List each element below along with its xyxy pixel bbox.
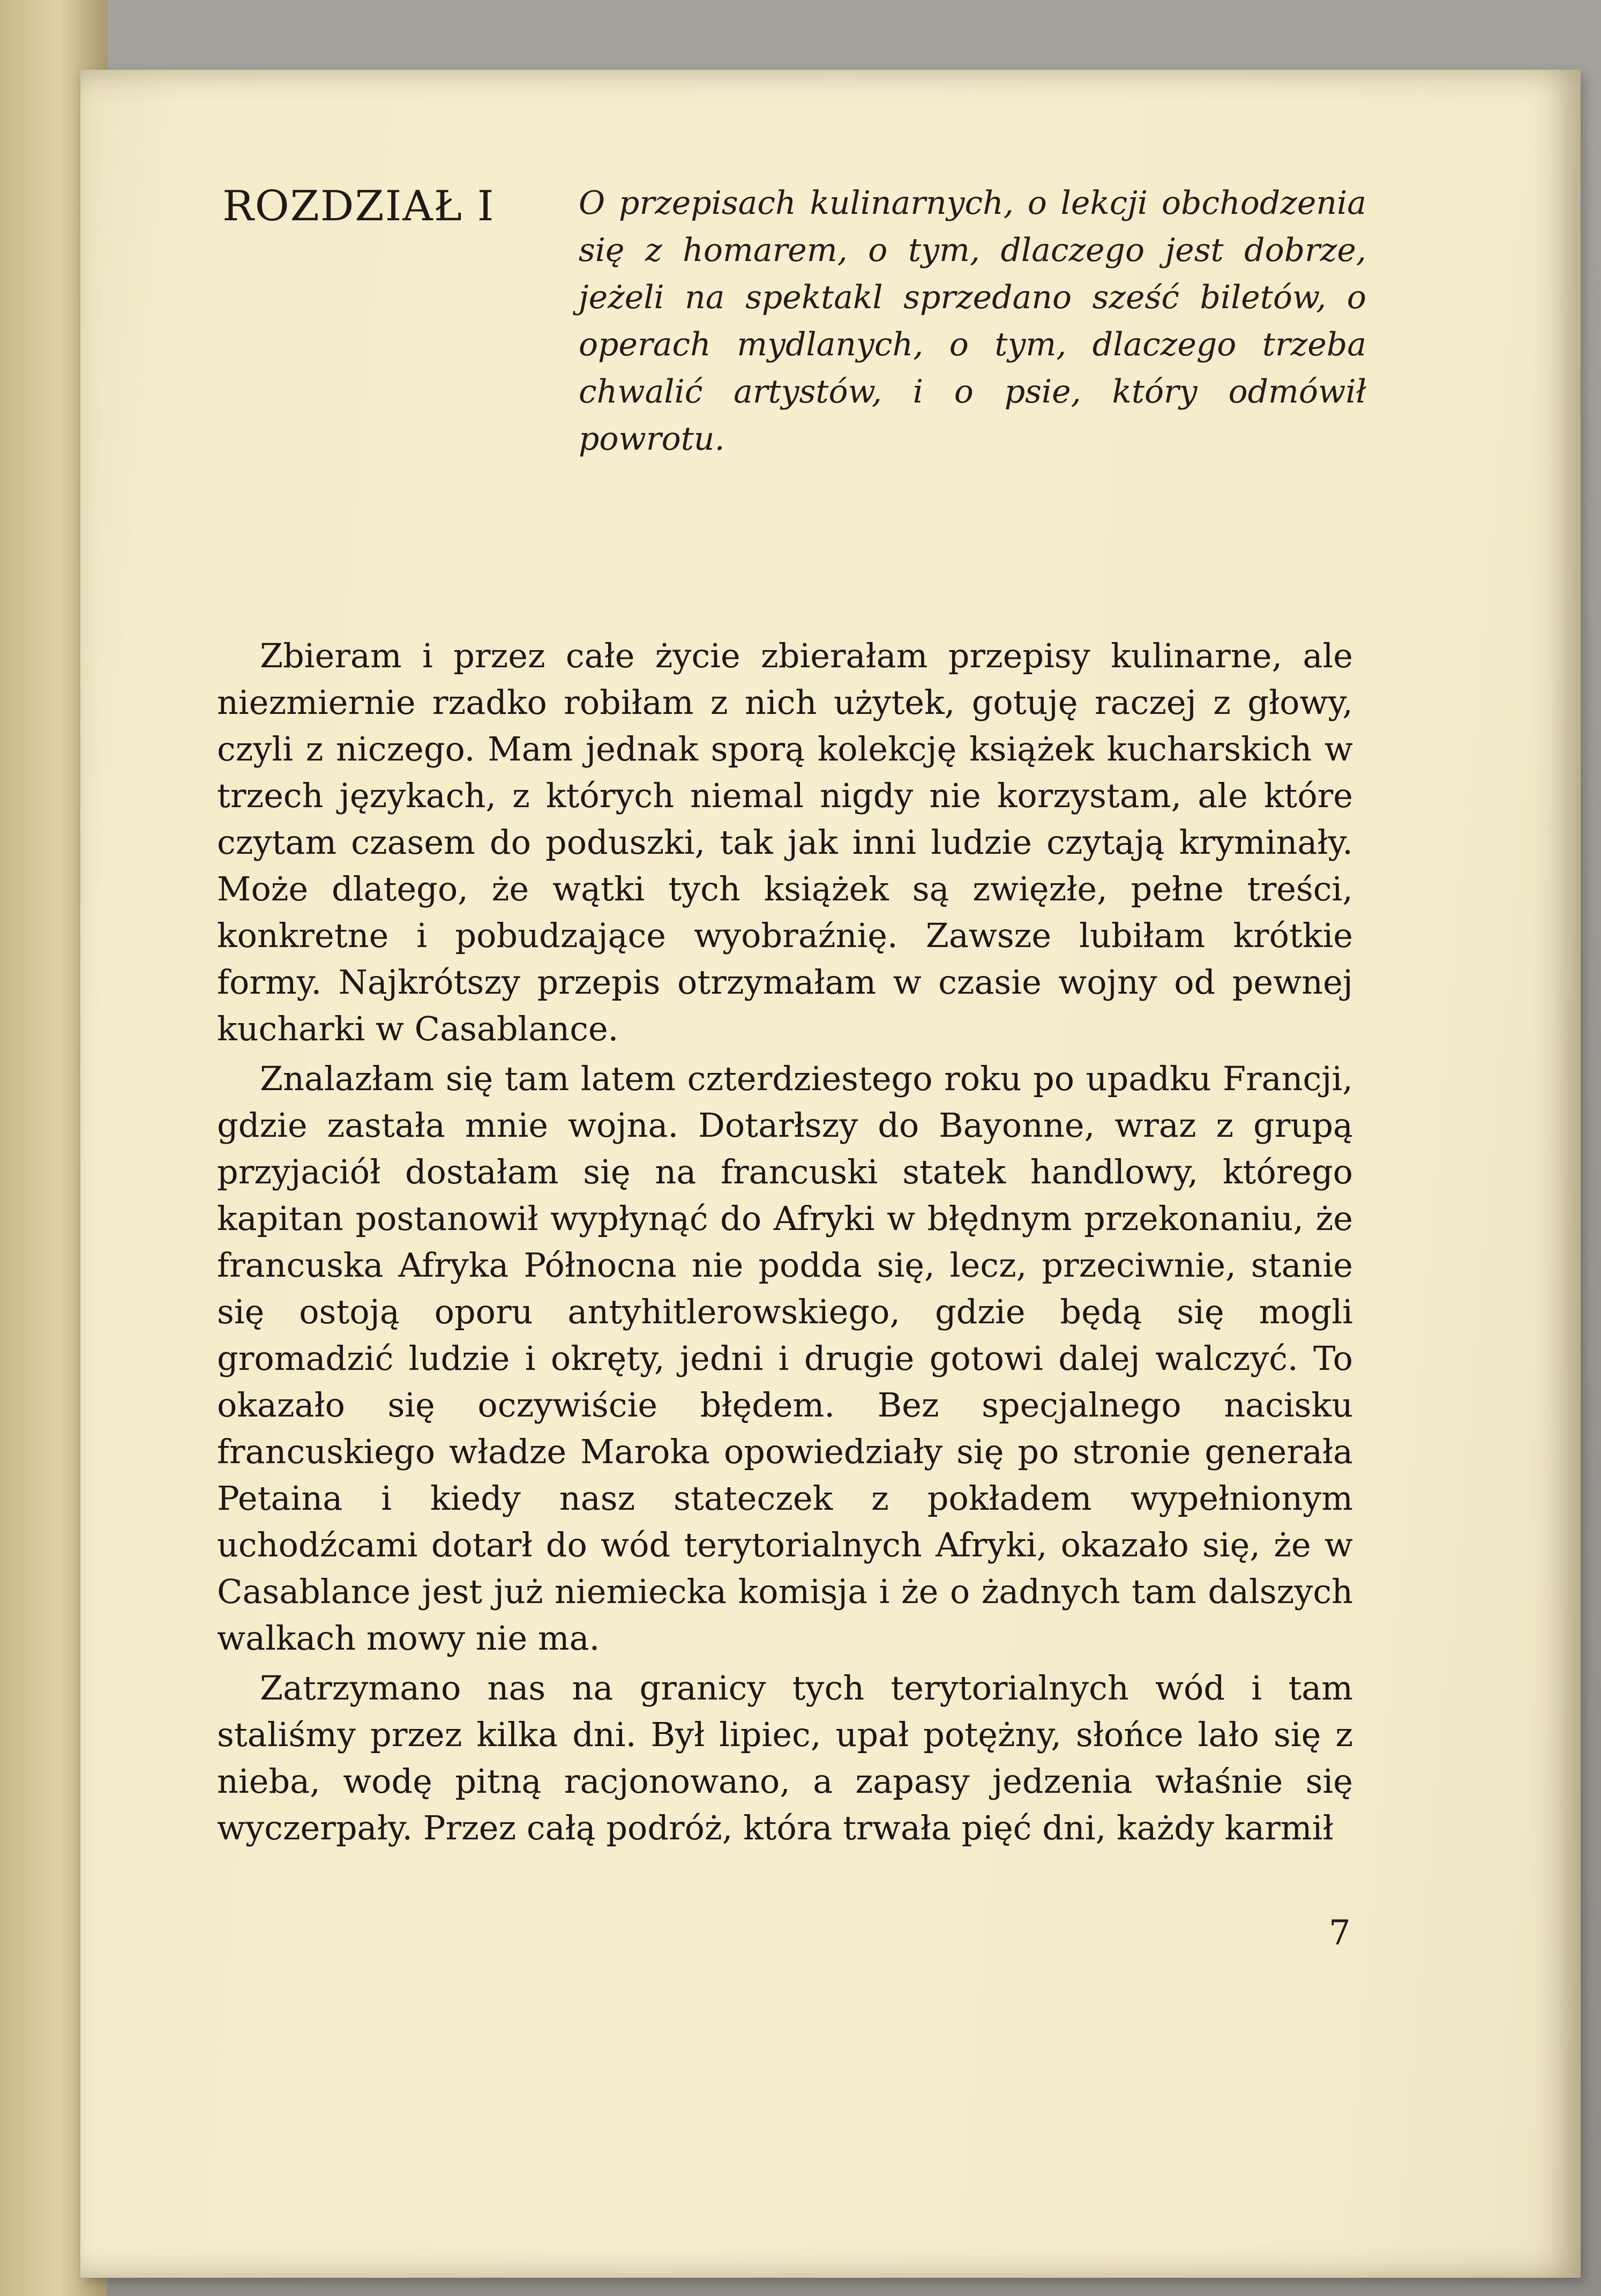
book-page bbox=[80, 70, 1581, 2278]
body-text bbox=[217, 632, 1353, 1854]
page-number: 7 bbox=[1329, 1913, 1351, 1953]
chapter-heading: ROZDZIAŁ I bbox=[222, 182, 495, 230]
paragraph: Znalazłam się tam latem czterdziestego roku po upadku Francji, gdzie zastała mnie wojna. Dotarłszy do Bayonne, wraz z grupą przyjaciół dostałam się na francuski statek handlowy, którego kapitan postanowił wypłynąć do Afryki w błędnym przekonaniu, że francuska Afryka Północna nie podda się, lecz, przeciwnie, stanie się ostoją oporu antyhitlerowskiego, gdzie będą się mogli gromadzić ludzie i okręty, jedni i drugie gotowi dalej walczyć. To okazało się oczywiście błędem. Bez specjalnego nacisku francuskiego władze Maroka opowiedziały się po stronie generała Petaina i kiedy nasz stateczek z pokładem wypełnionym uchodźcami dotarł do wód terytorialnych Afryki, okazało się, że w Casablance jest już niemiecka komisja i że o żadnych tam dalszych walkach mowy nie ma. bbox=[217, 1059, 1353, 1658]
paragraph: Zatrzymano nas na granicy tych terytorialnych wód i tam staliśmy przez kilka dni. Był lipiec, upał potężny, słońce lało się z nieba, wodę pitną racjonowano, a zapasy jedzenia właśnie się wyczerpały. Przez całą podróż, która trwała pięć dni, każdy karmił bbox=[217, 1668, 1353, 1847]
chapter-summary: O przepisach kulinarnych, o lekcji obchodzenia się z homarem, o tym, dlaczego jest dobrze, jeżeli na spektakl sprzedano sześć biletów, o operach mydlanych, o tym, dlaczego trzeba chwalić artystów, i o psie, który odmówił powrotu. bbox=[579, 184, 1366, 458]
paragraph: Zbieram i przez całe życie zbierałam przepisy kulinarne, ale niezmiernie rzadko robiłam z nich użytek, gotuję raczej z głowy, czyli z niczego. Mam jednak sporą kolekcję książek kucharskich w trzech językach, z których niemal nigdy nie korzystam, ale które czytam czasem do poduszki, tak jak inni ludzie czytają kryminały. Może dlatego, że wątki tych książek są zwięzłe, pełne treści, konkretne i pobudzające wyobraźnię. Zawsze lubiłam krótkie formy. Najkrótszy przepis otrzymałam w czasie wojny od pewnej kucharki w Casablance. bbox=[217, 636, 1353, 1048]
